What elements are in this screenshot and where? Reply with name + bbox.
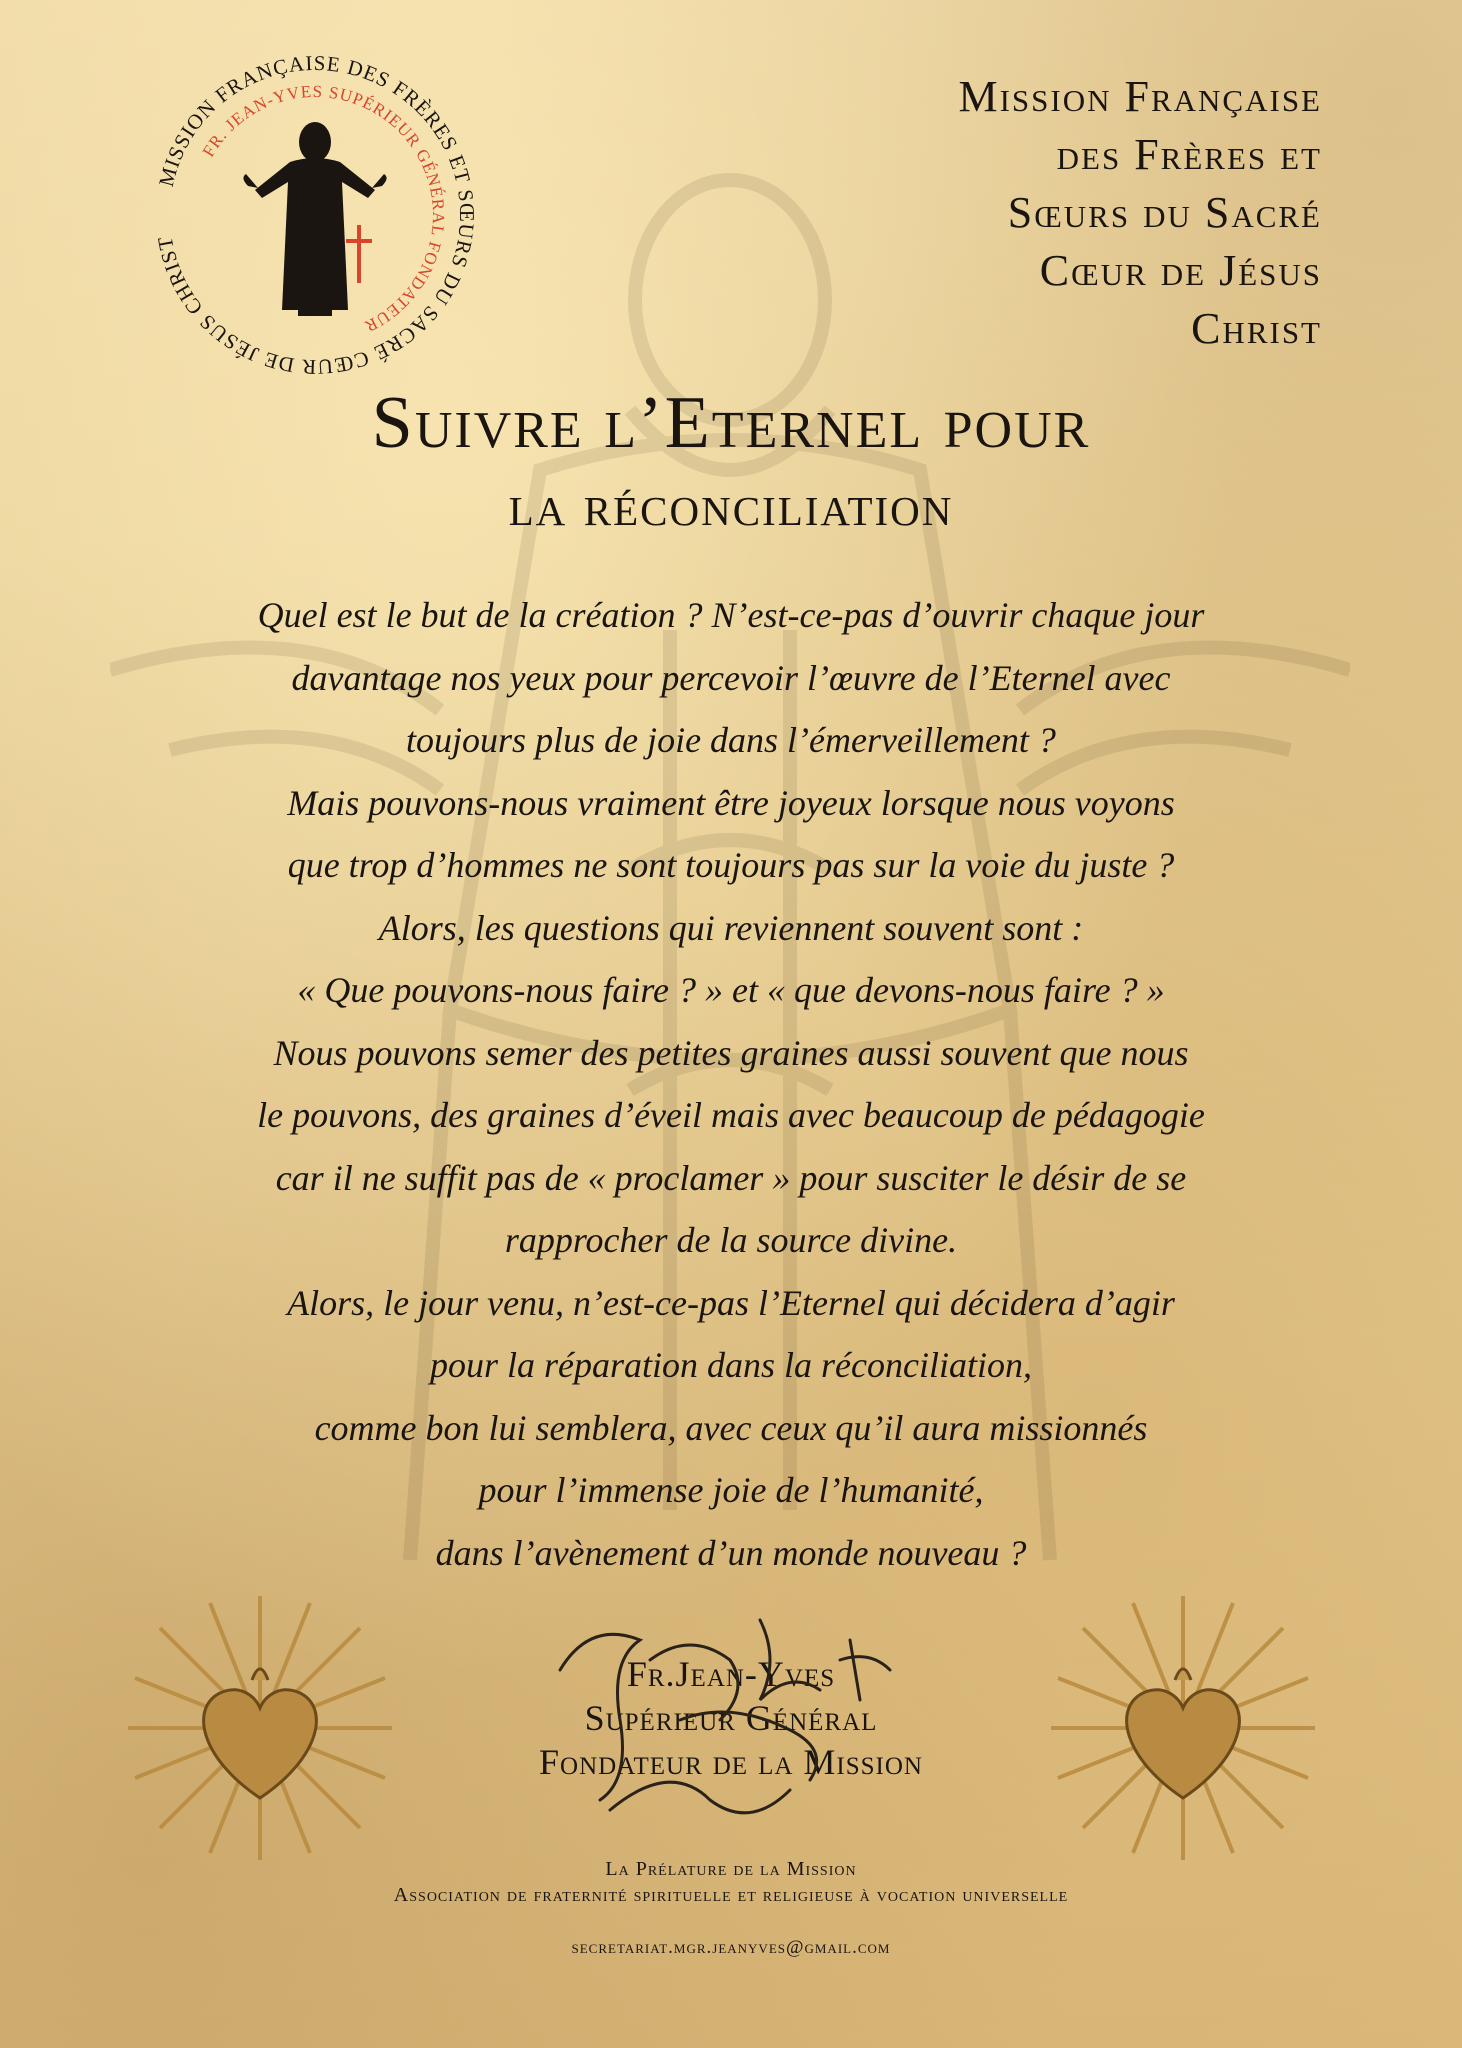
emblem-inner-text: FR. JEAN-YVES SUPÉRIEUR GÉNÉRAL FONDATEUR — [198, 81, 449, 337]
body-line: pour l’immense joie de l’humanité, — [478, 1470, 984, 1510]
handwritten-signature — [530, 1600, 930, 1840]
footer-prelature — [0, 1856, 1462, 1908]
jesus-figure-icon — [243, 122, 386, 316]
document-title — [0, 380, 1462, 546]
body-line: « Que pouvons-nous faire ? » et « que devons-nous faire ? » — [297, 970, 1165, 1010]
contact-email[interactable]: secretariat.mgr.jeanyves@gmail.com — [571, 1937, 891, 1958]
title-line-2: la réconciliation — [508, 473, 954, 538]
body-line: Mais pouvons-nous vraiment être joyeux lorsque nous voyons — [287, 782, 1175, 823]
mission-line: Mission Française — [958, 72, 1322, 121]
body-line: toujours plus de joie dans l’émerveillement ? — [406, 720, 1056, 760]
title-line-1: Suivre l’Eternel pour — [371, 382, 1091, 464]
association-description: Association de fraternité spirituelle et religieuse à vocation universelle — [393, 1884, 1069, 1906]
mission-name — [762, 68, 1322, 358]
signatory-founder: Fondateur de la Mission — [539, 1742, 923, 1782]
mission-emblem — [150, 50, 480, 380]
body-line: car il ne suffit pas de « proclamer » pour susciter le désir de se — [275, 1157, 1187, 1198]
mission-line: Cœur de Jésus — [1039, 246, 1322, 295]
mission-line: Sœurs du Sacré — [1007, 188, 1322, 237]
mission-line: des Frères et — [1056, 130, 1322, 179]
body-line: comme bon lui semblera, avec ceux qu’il aura missionnés — [314, 1407, 1148, 1448]
signatory-name: Fr.Jean-Yves — [626, 1654, 836, 1694]
body-line: rapprocher de la source divine. — [504, 1220, 958, 1260]
body-line: Alors, le jour venu, n’est-ce-pas l’Eternel qui décidera d’agir — [287, 1282, 1175, 1323]
body-line: Alors, les questions qui reviennent souvent sont : — [378, 907, 1084, 948]
body-line: le pouvons, des graines d’éveil mais avec beaucoup de pédagogie — [257, 1095, 1205, 1135]
body-line: davantage nos yeux pour percevoir l’œuvre de l’Eternel avec — [291, 657, 1171, 698]
body-line: dans l’avènement d’un monde nouveau ? — [435, 1532, 1027, 1573]
body-line: Nous pouvons semer des petites graines aussi souvent que nous — [273, 1032, 1189, 1073]
red-cross-icon — [346, 225, 372, 283]
signatory-role: Supérieur Général — [584, 1698, 878, 1738]
body-line: pour la réparation dans la réconciliation, — [430, 1345, 1032, 1385]
emblem-ring-text: MISSION FRANÇAISE DES FRÈRES ET SŒURS DU SACRÉ CŒUR DE JÉSUS CHRIST — [152, 50, 480, 380]
prelature-title: La Prélature de la Mission — [605, 1858, 857, 1880]
mission-line: Christ — [1191, 304, 1322, 353]
body-line: que trop d’hommes ne sont toujours pas sur la voie du juste ? — [287, 845, 1175, 885]
body-text — [110, 584, 1352, 1584]
body-line: Quel est le but de la création ? N’est-ce-pas d’ouvrir chaque jour — [257, 595, 1205, 635]
